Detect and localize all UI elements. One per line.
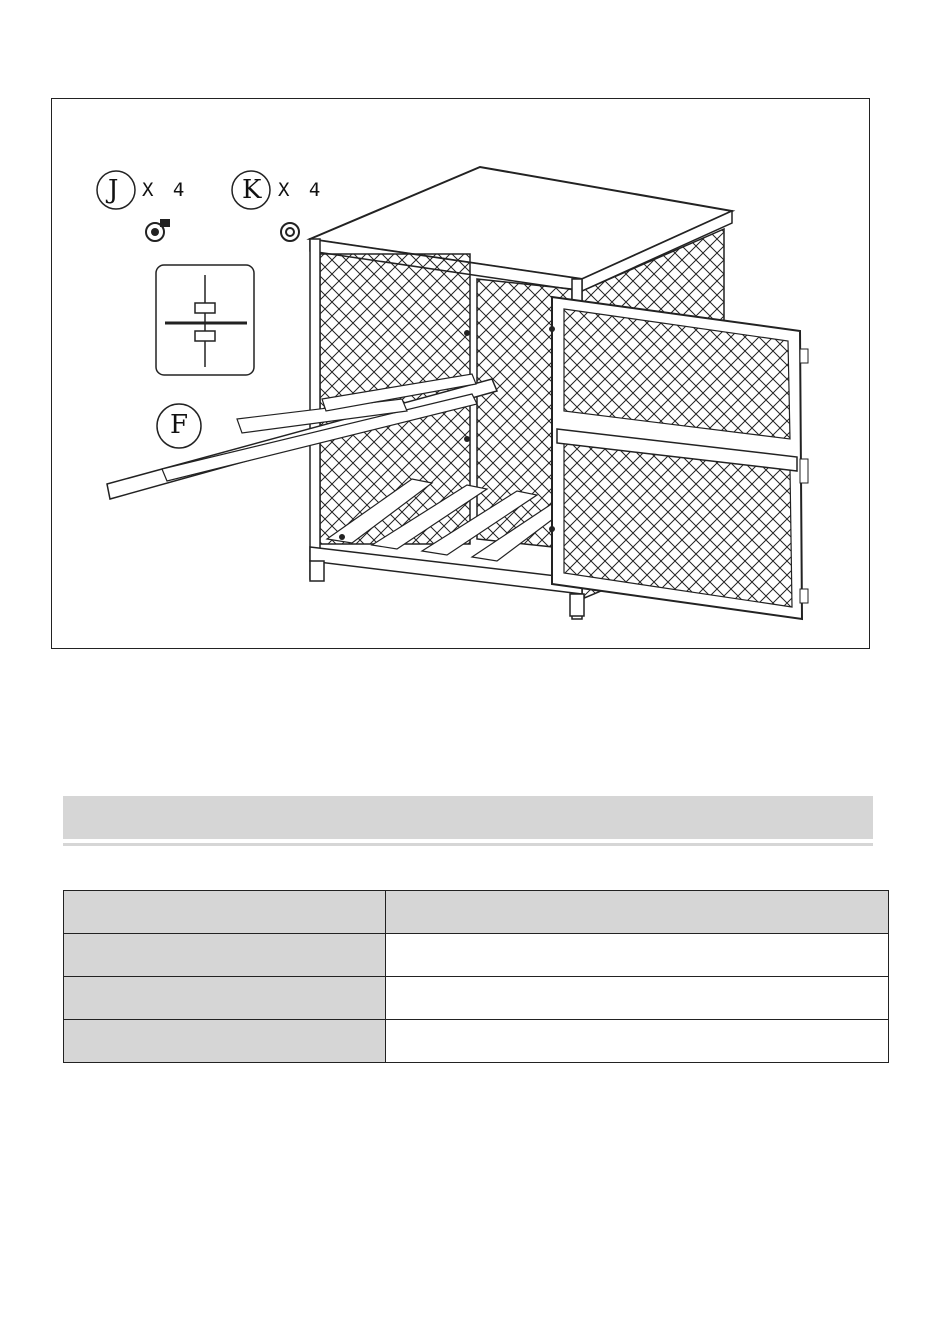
part-qty-k: X 4 [278, 179, 325, 201]
table-cell-label [64, 1020, 386, 1063]
panel-letter-f: F [170, 410, 189, 440]
table-cell-value [386, 1020, 889, 1063]
table-row [64, 1020, 889, 1063]
table-row [64, 977, 889, 1020]
table-cell-label [64, 891, 386, 934]
nut-icon [281, 223, 299, 241]
part-letter-j: J [108, 175, 119, 205]
spec-table [63, 890, 889, 1063]
table-row [64, 934, 889, 977]
table-cell-label [64, 934, 386, 977]
table-cell-value [386, 977, 889, 1020]
section-heading-bar [63, 796, 873, 839]
table-cell-value [386, 891, 889, 934]
bolt-assembly-detail-icon [156, 265, 254, 375]
bolt-icon [146, 219, 170, 241]
section-divider [63, 843, 873, 846]
table-cell-value [386, 934, 889, 977]
part-letter-k: K [242, 175, 262, 205]
part-qty-j: X 4 [142, 179, 189, 201]
table-cell-label [64, 977, 386, 1020]
assembly-figure [51, 98, 870, 649]
table-row [64, 891, 889, 934]
